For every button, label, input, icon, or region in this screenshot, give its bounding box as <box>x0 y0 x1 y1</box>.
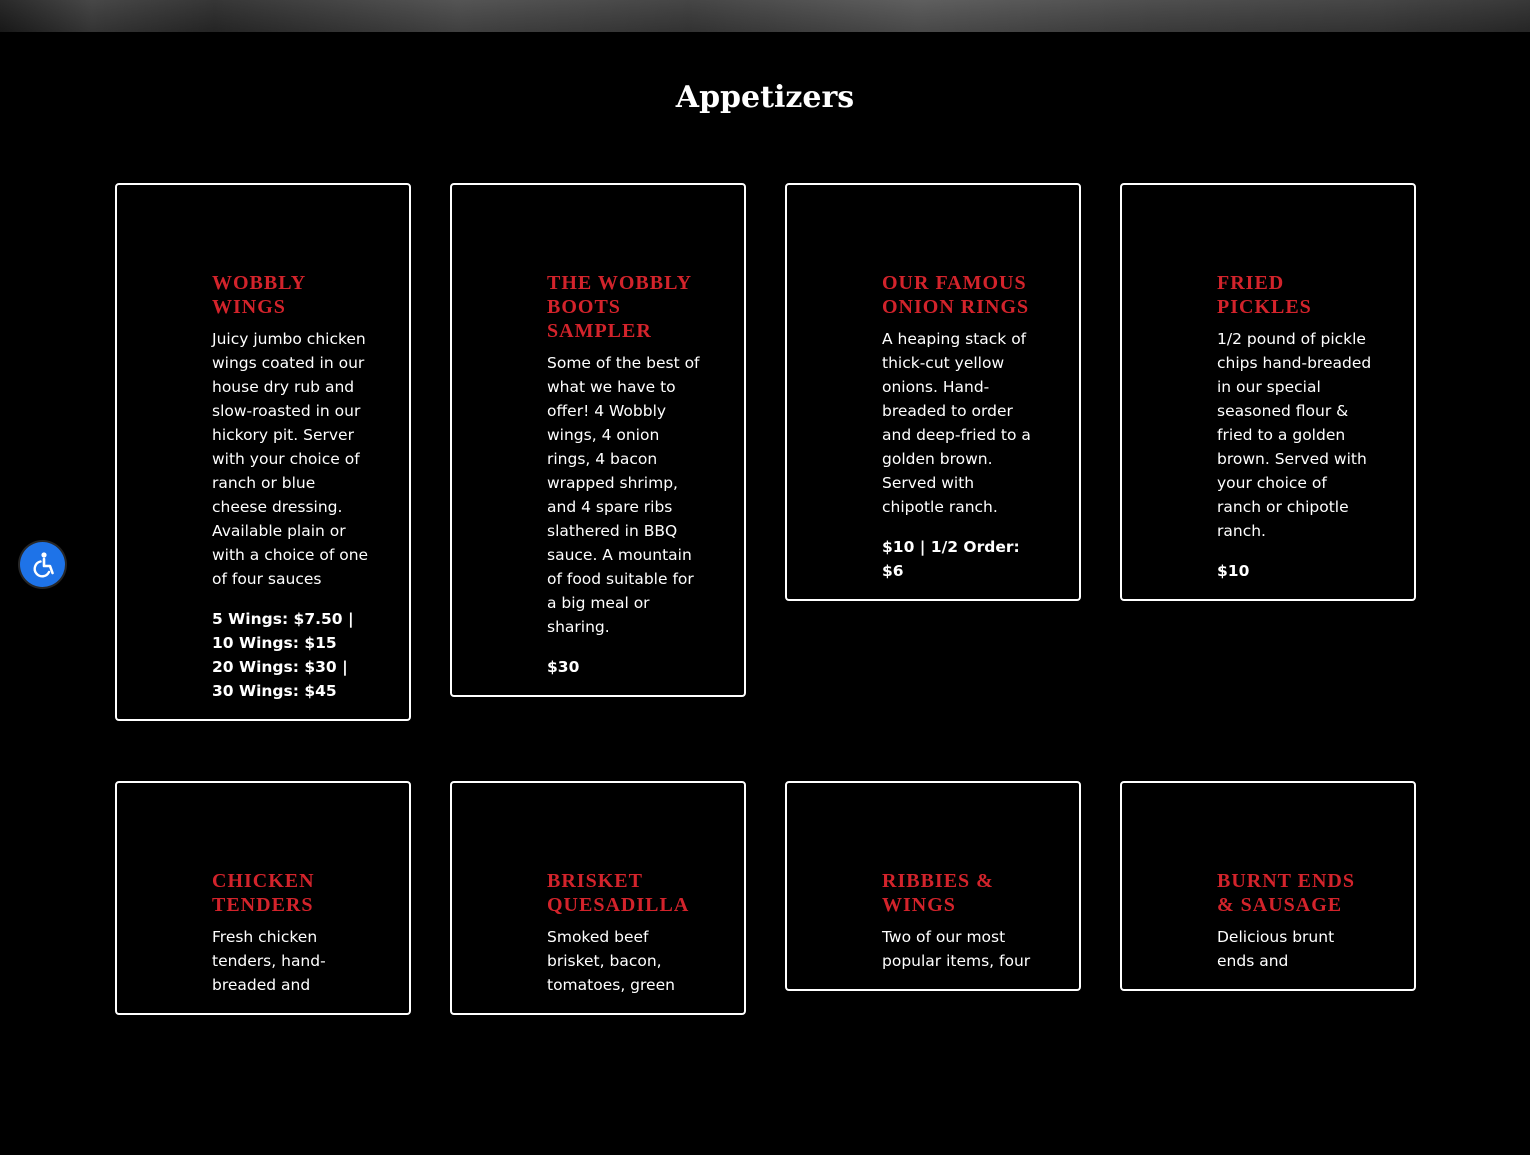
menu-item-description: Smoked beef brisket, bacon, tomatoes, green <box>547 928 675 994</box>
menu-item-price: $10 | 1/2 Order: $6 <box>882 538 1020 580</box>
menu-item-description: 1/2 pound of pickle chips hand-breaded in our special seasoned flour & fried to a golden brown. Served with your choice of ranch or chipotle ranch. <box>1217 330 1372 540</box>
section-title: Appetizers <box>675 80 855 115</box>
menu-item-price: $10 <box>1217 562 1250 580</box>
menu-card <box>450 183 746 697</box>
menu-item-name: BURNT ENDS & SAUSAGE <box>1217 870 1355 916</box>
menu-card <box>450 781 746 1015</box>
menu-item-price: $30 <box>547 658 580 676</box>
accessibility-button[interactable] <box>20 542 65 587</box>
menu-item-description: Fresh chicken tenders, hand-breaded and <box>212 928 326 994</box>
menu-card <box>1120 781 1416 991</box>
menu-card <box>115 781 411 1015</box>
menu-grid <box>115 183 1415 1015</box>
menu-card <box>785 781 1081 991</box>
menu-item-description: A heaping stack of thick-cut yellow onions. Hand-breaded to order and deep-fried to a golden brown. Served with chipotle ranch. <box>882 330 1031 516</box>
menu-item-description: Two of our most popular items, four <box>882 928 1031 970</box>
menu-item-description: Juicy jumbo chicken wings coated in our house dry rub and slow-roasted in our hickory pit. Server with your choice of ranch or blue cheese dressing. Available plain or with a choice of one of four sauces <box>212 330 369 588</box>
menu-item-name: OUR FAMOUS ONION RINGS <box>882 272 1030 318</box>
menu-item-description: Delicious brunt ends and <box>1217 928 1335 970</box>
wheelchair-accessibility-icon <box>28 550 58 580</box>
menu-item-name: FRIED PICKLES <box>1217 272 1312 318</box>
menu-item-description: Some of the best of what we have to offer! 4 Wobbly wings, 4 onion rings, 4 bacon wrapped shrimp, and 4 spare ribs slathered in BBQ sauce. A mountain of food suitable for a big meal or sharing. <box>547 354 700 636</box>
menu-item-price: 5 Wings: $7.50 | 10 Wings: $15 20 Wings: $30 | 30 Wings: $45 <box>212 610 354 700</box>
menu-card <box>785 183 1081 601</box>
menu-item-name: CHICKEN TENDERS <box>212 870 315 916</box>
hero-image-strip <box>0 0 1530 32</box>
menu-item-name: BRISKET QUESADILLA <box>547 870 690 916</box>
menu-card <box>115 183 411 721</box>
menu-item-name: RIBBIES & WINGS <box>882 870 994 916</box>
menu-item-name: THE WOBBLY BOOTS SAMPLER <box>547 272 692 342</box>
menu-card <box>1120 183 1416 601</box>
menu-item-name: WOBBLY WINGS <box>212 272 306 318</box>
